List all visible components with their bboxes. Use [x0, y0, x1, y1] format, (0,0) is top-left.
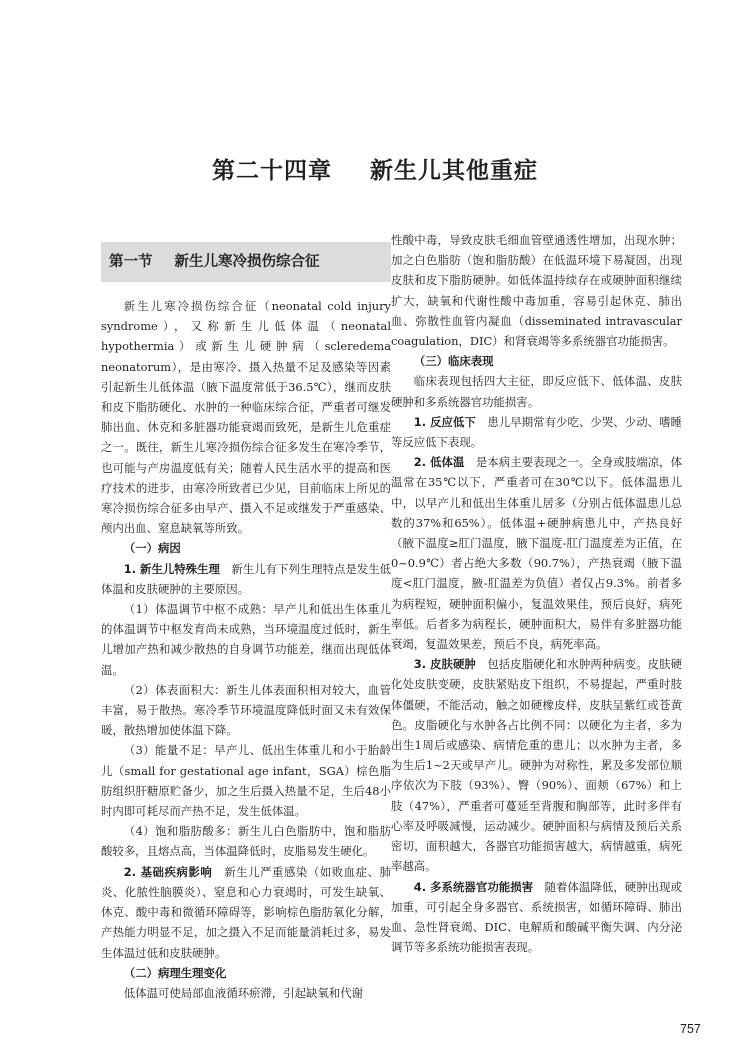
page-number: 757 [680, 1022, 701, 1036]
item-3-paragraph: （3）能量不足：早产儿、低出生体重儿和小于胎龄儿（small for gestational age infant，SGA）棕色脂肪组织肝糖原贮备少，加之生后摄入热量不足，生后48小时内即可耗尽而产热不足，发生低体温。 [101, 743, 391, 819]
skin-paragraph [391, 654, 682, 876]
organ-text: 随着体温降低，硬肿出现或加重，可引起全身多器官、系统损害，如循环障碍、肺出血、急性肾衰竭、DIC、电解质和酸碱平衡失调、内分泌调节等多系统功能损害表现。 [391, 879, 682, 955]
temperature-heading: 2. 低体温 [413, 455, 465, 470]
reaction-text: 患儿早期常有少吃、少哭、少动、嗜睡等反应低下表现。 [391, 414, 682, 450]
skin-text: 包括皮脂硬化和水肿两种病变。皮肤硬化处皮肤变硬，皮肤紧贴皮下组织，不易提起，严重时肢体僵硬，不能活动，触之如硬橡皮样，皮肤呈紫红或苍黄色。皮脂硬化与水肿各占比例不同：以硬化为主者，多为出生1周后或感染、病情危重的患儿；以水肿为主者，多为生后1~2天或早产儿。硬肿为对称性，累及多发部位顺序依次为下肢（93%）、臀（90%）、面颊（67%）和上肢（47%），严重者可蔓延至背腹和胸部等，此时多伴有心率及呼吸减慢，运动减少。硬肿面积与病情及预后关系密切，面积越大，各器官功能损害越大，病情越重，病死率越高。 [391, 657, 682, 874]
chapter-number: 第二十四章 [212, 158, 332, 184]
reaction-heading: 1. 反应低下 [413, 414, 476, 429]
pathophysiology-paragraph: 低体温可使局部血液循环瘀滞，引起缺氧和代谢 [123, 985, 364, 1000]
item-2-paragraph: （2）体表面积大：新生儿体表面积相对较大，血管丰富，易于散热。寒冷季节环境温度降低时面又未有效保暖，散热增加使体温下降。 [101, 682, 391, 738]
organ-heading: 4. 多系统器官功能损害 [413, 879, 534, 894]
physiology-paragraph [101, 559, 391, 599]
chapter-title [0, 152, 750, 185]
temperature-paragraph [391, 452, 682, 654]
pathophysiology-continued: 性酸中毒，导致皮肤毛细血管壁通透性增加，出现水肿；加之白色脂肪（饱和脂肪酸）在低温环境下易凝固，出现皮肤和皮下脂肪硬肿。如低体温持续存在或硬肿面积继续扩大，缺氧和代谢性酸中毒加重，容易引起休克、肺出血、弥散性血管内凝血（disseminated intravascular coagulation，DIC）和肾衰竭等多系统器官功能损害。 [391, 233, 682, 349]
clinical-intro-paragraph: 临床表现包括四大主征，即反应低下、低体温、皮肤硬肿和多系统器官功能损害。 [391, 374, 682, 409]
section-number: 第一节 [109, 253, 153, 270]
skin-heading: 3. 皮肤硬肿 [413, 657, 476, 672]
section-heading [101, 242, 391, 282]
intro-paragraph: 新生儿寒冷损伤综合征（neonatal cold injury syndrome），又称新生儿低体温（neonatal hypothermia）或新生儿硬肿病（scleredema neonatorum），是由寒冷、摄入热量不足及感染等因素引起新生儿低体温（腋下温度常低于36.5℃），继而皮肤和皮下脂肪硬化、水肿的一种临床综合征，严重者可继发肺出血、休克和多脏器功能衰竭而致死，是新生儿危重症之一。既往，新生儿寒冷损伤综合征多发生在寒冷季节，也可能与产房温度低有关；随着人民生活水平的提高和医疗技术的进步，由寒冷所致者已少见，目前临床上所见的寒冷损伤综合征多由早产、摄入不足或继发于严重感染、颅内出血、窒息缺氧等所致。 [101, 299, 391, 536]
chapter-name: 新生儿其他重症 [370, 158, 538, 184]
item-1-paragraph: （1）体温调节中枢不成熟：早产儿和低出生体重儿的体温调节中枢发育尚未成熟，当环境温度过低时，新生儿增加产热和减少散热的自身调节功能差，继而出现低体温。 [101, 602, 391, 677]
left-column [101, 232, 391, 1003]
right-column [391, 230, 682, 957]
disease-text: 新生儿严重感染（如败血症、肺炎、化脓性脑膜炎）、窒息和心力衰竭时，可发生缺氧、休克、酸中毒和微循环障碍等，影响棕色脂肪氧化分解，产热能力明显不足，加之摄入不足而能量消耗过多，易发生体温过低和皮肤硬肿。 [101, 864, 391, 960]
item-4-paragraph: （4）饱和脂肪酸多：新生儿白色脂肪中，饱和脂肪酸较多，且熔点高，当体温降低时，皮脂易发生硬化。 [101, 824, 391, 859]
disease-paragraph [101, 862, 391, 963]
physiology-text: 新生儿有下列生理特点是发生低体温和皮肤硬肿的主要原因。 [101, 561, 391, 596]
reaction-paragraph [391, 412, 682, 452]
physiology-heading: 1. 新生儿特殊生理 [123, 561, 220, 576]
etiology-heading: （一）病因 [123, 541, 181, 556]
section-title: 新生儿寒冷损伤综合征 [174, 253, 320, 270]
clinical-heading: （三）临床表现 [413, 354, 494, 369]
disease-heading: 2. 基础疾病影响 [123, 864, 213, 879]
pathophysiology-heading: （二）病理生理变化 [123, 965, 227, 980]
temperature-text: 是本病主要表现之一。全身或肢端凉，体温常在35℃以下，严重者可在30℃以下。低体温患儿中，以早产儿和低出生体重儿居多（分别占低体温患儿总数的37%和65%）。低体温+硬肿病患儿中，产热良好（腋下温度≥肛门温度，腋下温度-肛门温度差为正值，在0~0.9℃）者占绝大多数（90.7%），产热衰竭（腋下温度<肛门温度，腋-肛温差为负值）者仅占9.3%。前者多为病程短，硬肿面积偏小，复温效果佳，预后良好，病死率低。后者多为病程长，硬肿面积大，易伴有多脏器功能衰竭，复温效果差，预后不良，病死率高。 [391, 455, 682, 652]
organ-paragraph [391, 877, 682, 958]
